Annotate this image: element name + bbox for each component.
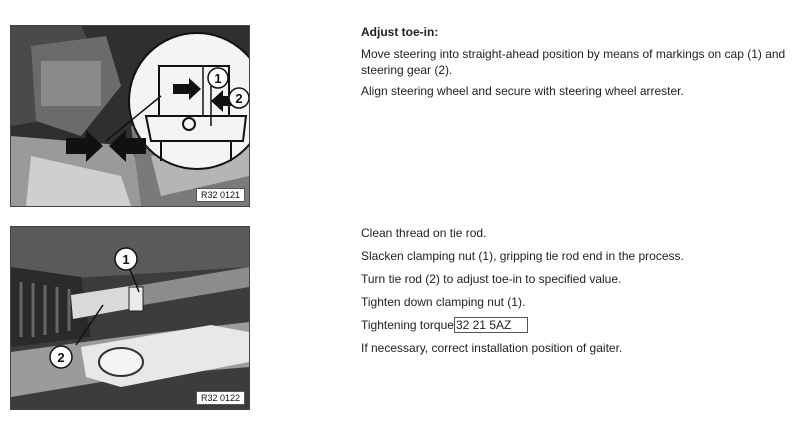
figure-label: R32 0121	[196, 188, 245, 202]
instruction-text: If necessary, correct installation position of gaiter.	[361, 341, 623, 355]
torque-label: Tightening torque	[361, 318, 454, 332]
torque-spec-link[interactable]: 32 21 5AZ	[454, 317, 528, 333]
callout-1: 1	[214, 71, 222, 86]
step-adjust-toe-in	[361, 24, 791, 104]
instruction-text: Slacken clamping nut (1), gripping tie rod end in the process.	[361, 249, 684, 263]
step-tie-rod	[361, 225, 791, 363]
instruction-text: Align steering wheel and secure with steering wheel arrester.	[361, 84, 684, 98]
instruction-text: Turn tie rod (2) to adjust toe-in to specified value.	[361, 272, 622, 286]
instruction-text: Tighten down clamping nut (1).	[361, 295, 526, 309]
figure-label: R32 0122	[196, 391, 245, 405]
steering-gear-illustration	[11, 26, 249, 206]
figure-tie-rod	[10, 226, 250, 410]
instruction-text: Clean thread on tie rod.	[361, 226, 487, 240]
callout-2: 2	[57, 350, 65, 365]
callout-2: 2	[235, 91, 243, 106]
callout-1: 1	[122, 252, 130, 267]
instruction-text: Move steering into straight-ahead position by means of markings on cap (1) and steering gear (2).	[361, 47, 786, 77]
torque-line	[361, 317, 791, 333]
tie-rod-illustration	[11, 227, 249, 409]
figure-steering-gear-markings	[10, 25, 250, 207]
step-heading: Adjust toe-in:	[361, 25, 439, 39]
